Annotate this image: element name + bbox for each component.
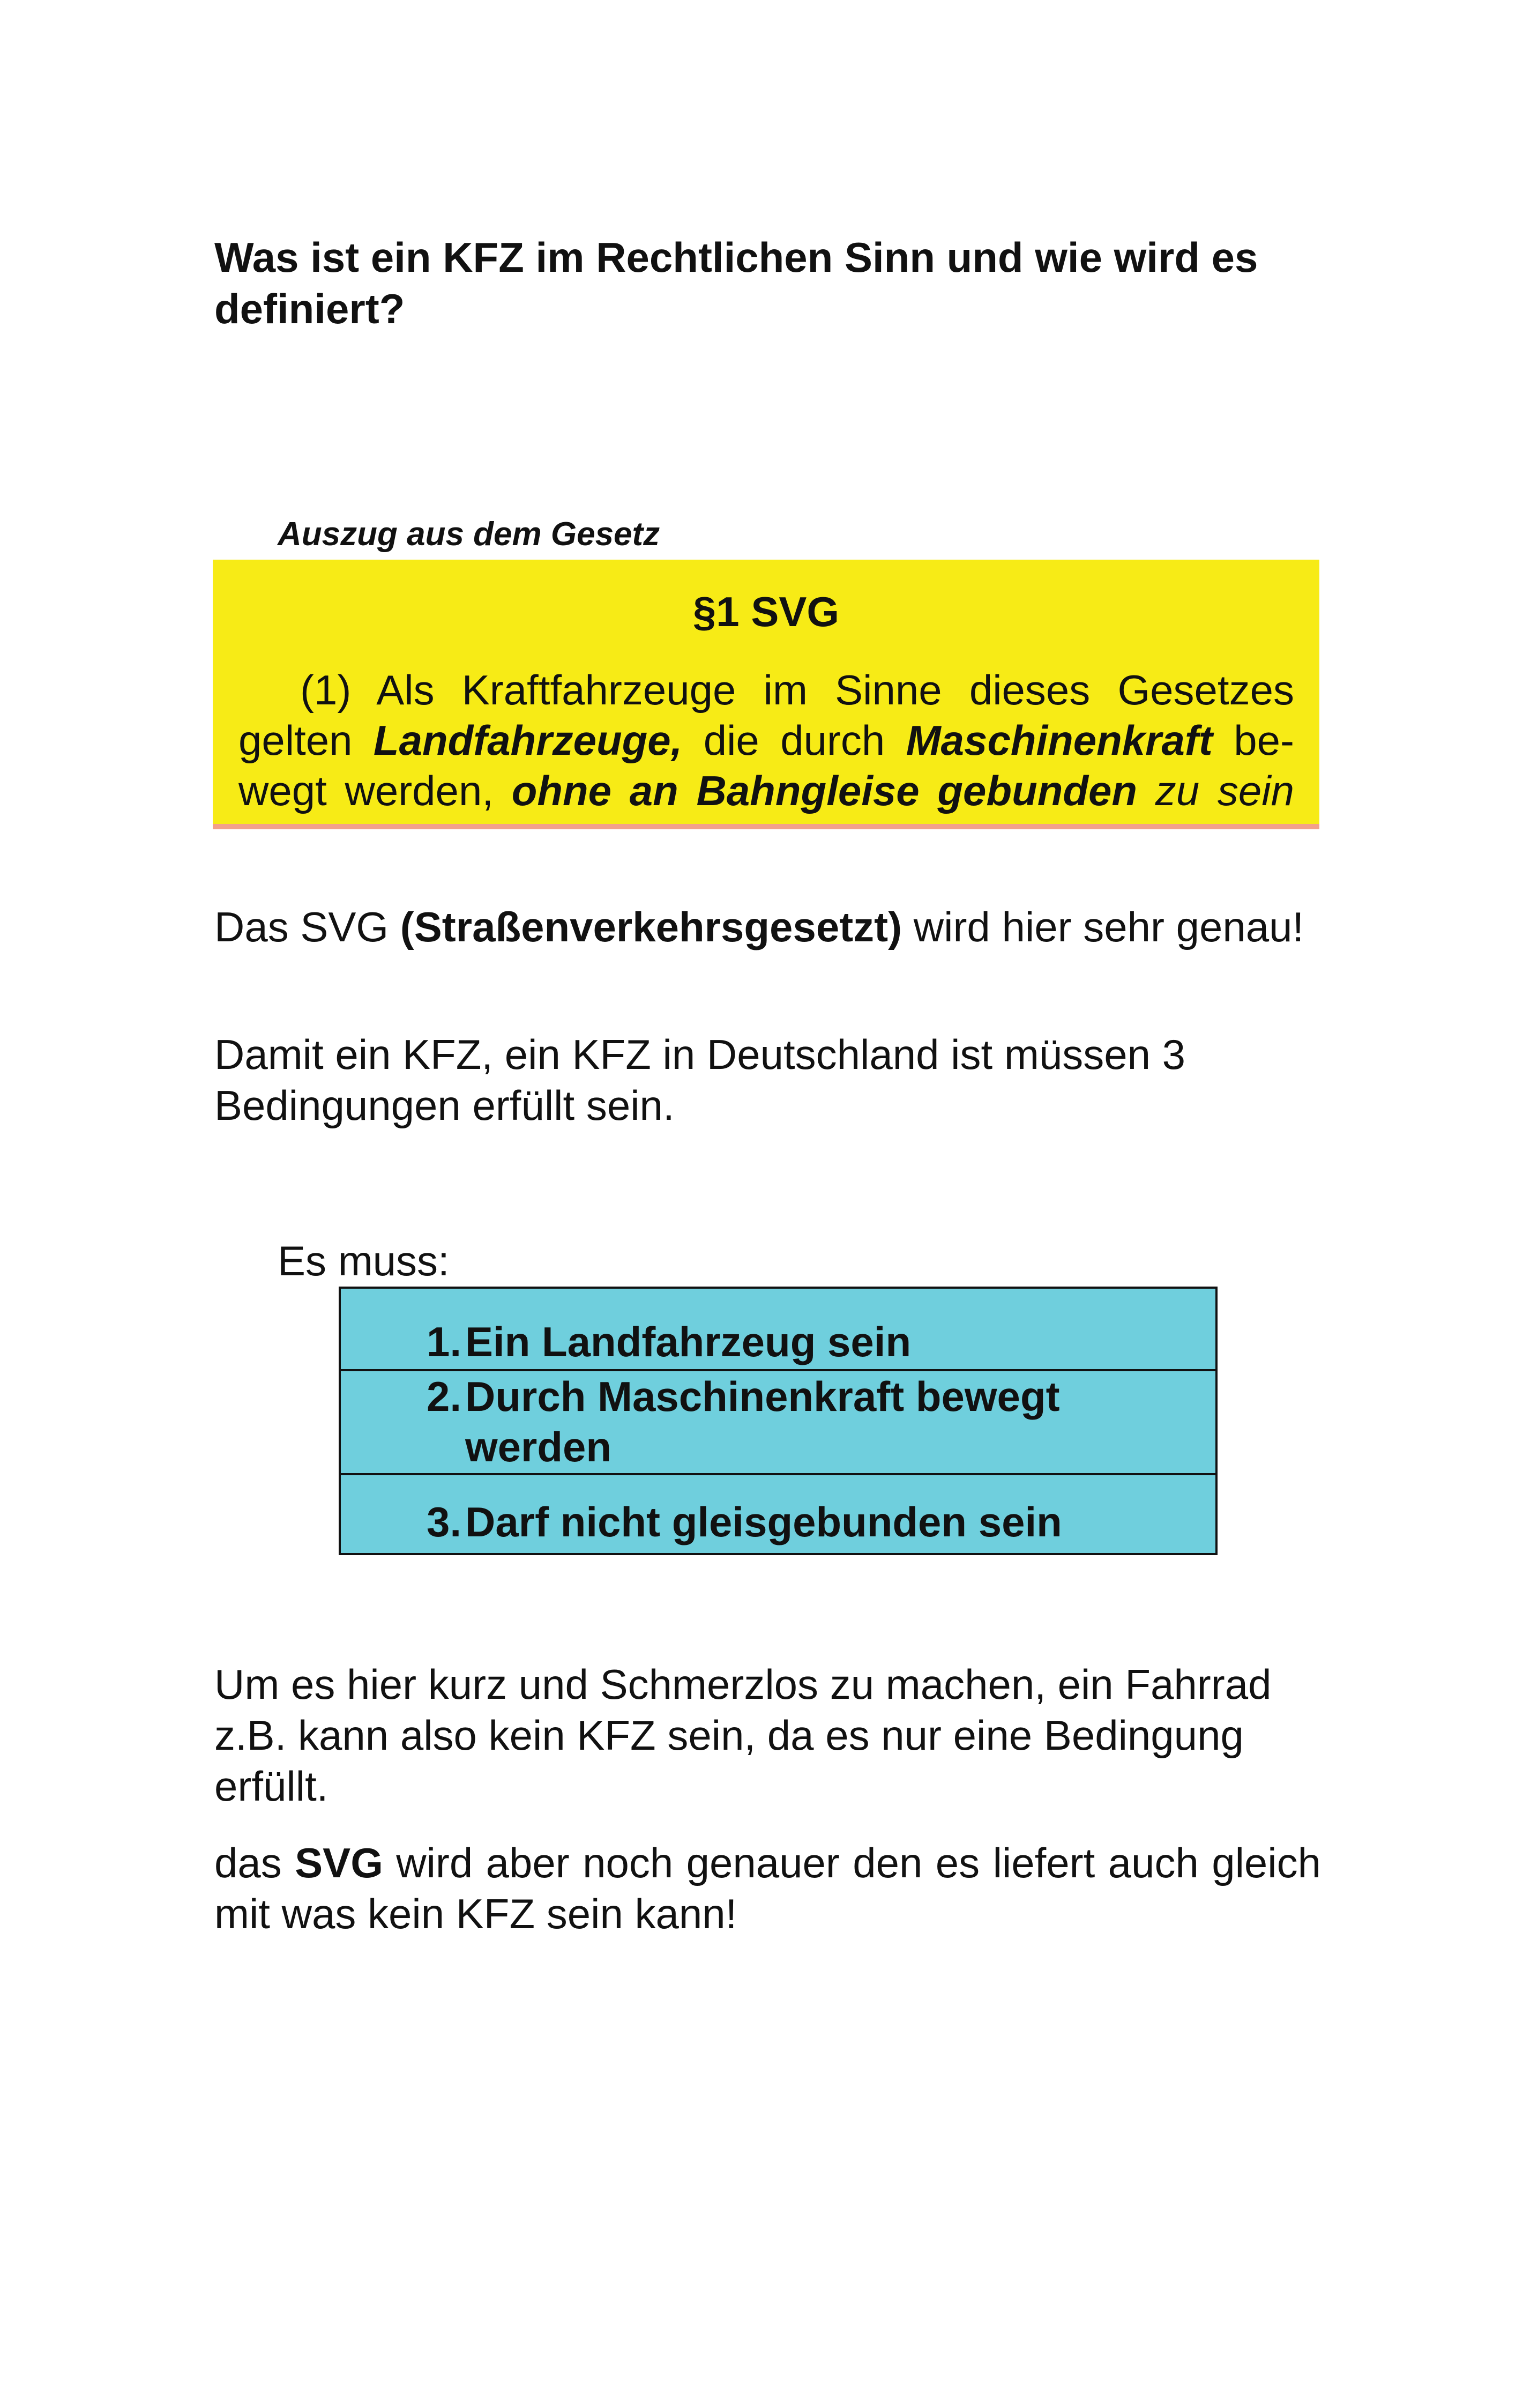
- law-text-line-3: [238, 765, 1294, 816]
- paragraph-conditions-intro: Damit ein KFZ, ein KFZ in Deutschland ist müssen 3 Bedingungen erfüllt sein.: [214, 1031, 1186, 1129]
- condition-number: 1.: [427, 1318, 462, 1365]
- conditions-lead: Es muss:: [278, 1237, 450, 1284]
- law-excerpt-box: [213, 560, 1319, 829]
- text-fragment: wird aber noch genauer den es liefert auch gleich mit was kein KFZ sein kann!: [214, 1839, 1321, 1937]
- paragraph-fahrrad-example: Um es hier kurz und Schmerzlos zu machen, ein Fahrrad z.B. kann also kein KFZ sein, da es nur eine Bedingung erfüllt.: [214, 1661, 1272, 1810]
- conditions-table: [339, 1287, 1218, 1555]
- law-term-landfahrzeuge: Landfahrzeuge,: [373, 717, 683, 764]
- law-text-line-1: (1) Als Kraftfahrzeuge im Sinne dieses Gesetzes: [300, 666, 1294, 714]
- condition-row: [341, 1369, 1215, 1473]
- svg-full-name: (Straßenverkehrsgesetzt): [400, 903, 902, 950]
- condition-text: Durch Maschinenkraft bewegt werden: [465, 1373, 1060, 1470]
- law-text-fragment: zu sein: [1137, 767, 1294, 814]
- condition-row: [341, 1289, 1215, 1369]
- svg-abbreviation: SVG: [295, 1839, 383, 1886]
- law-term-maschinenkraft: Maschinenkraft: [906, 717, 1213, 764]
- condition-row: [341, 1473, 1215, 1553]
- condition-text: Darf nicht gleisgebunden sein: [465, 1498, 1062, 1545]
- condition-number: 3.: [427, 1498, 462, 1545]
- text-fragment: Das SVG: [214, 903, 400, 950]
- page-heading: Was ist ein KFZ im Rechtlichen Sinn und wie wird es definiert?: [214, 234, 1258, 332]
- law-text-fragment: be-: [1212, 717, 1294, 764]
- excerpt-label: Auszug aus dem Gesetz: [278, 516, 660, 553]
- law-text-fragment: gelten: [238, 717, 374, 764]
- text-fragment: wird hier sehr genau!: [902, 903, 1304, 950]
- paragraph-svg-intro: [214, 902, 1321, 953]
- paragraph-svg-closing: [214, 1838, 1321, 1939]
- condition-text: Ein Landfahrzeug sein: [465, 1318, 912, 1365]
- condition-number: 2.: [427, 1373, 462, 1420]
- law-text-fragment: die durch: [682, 717, 906, 764]
- law-text-fragment: wegt werden,: [238, 767, 512, 814]
- law-text-line-2: [238, 715, 1294, 765]
- law-title: §1 SVG: [692, 588, 840, 635]
- text-fragment: das: [214, 1839, 295, 1886]
- law-term-bahngleise: ohne an Bahngleise gebunden: [511, 767, 1138, 814]
